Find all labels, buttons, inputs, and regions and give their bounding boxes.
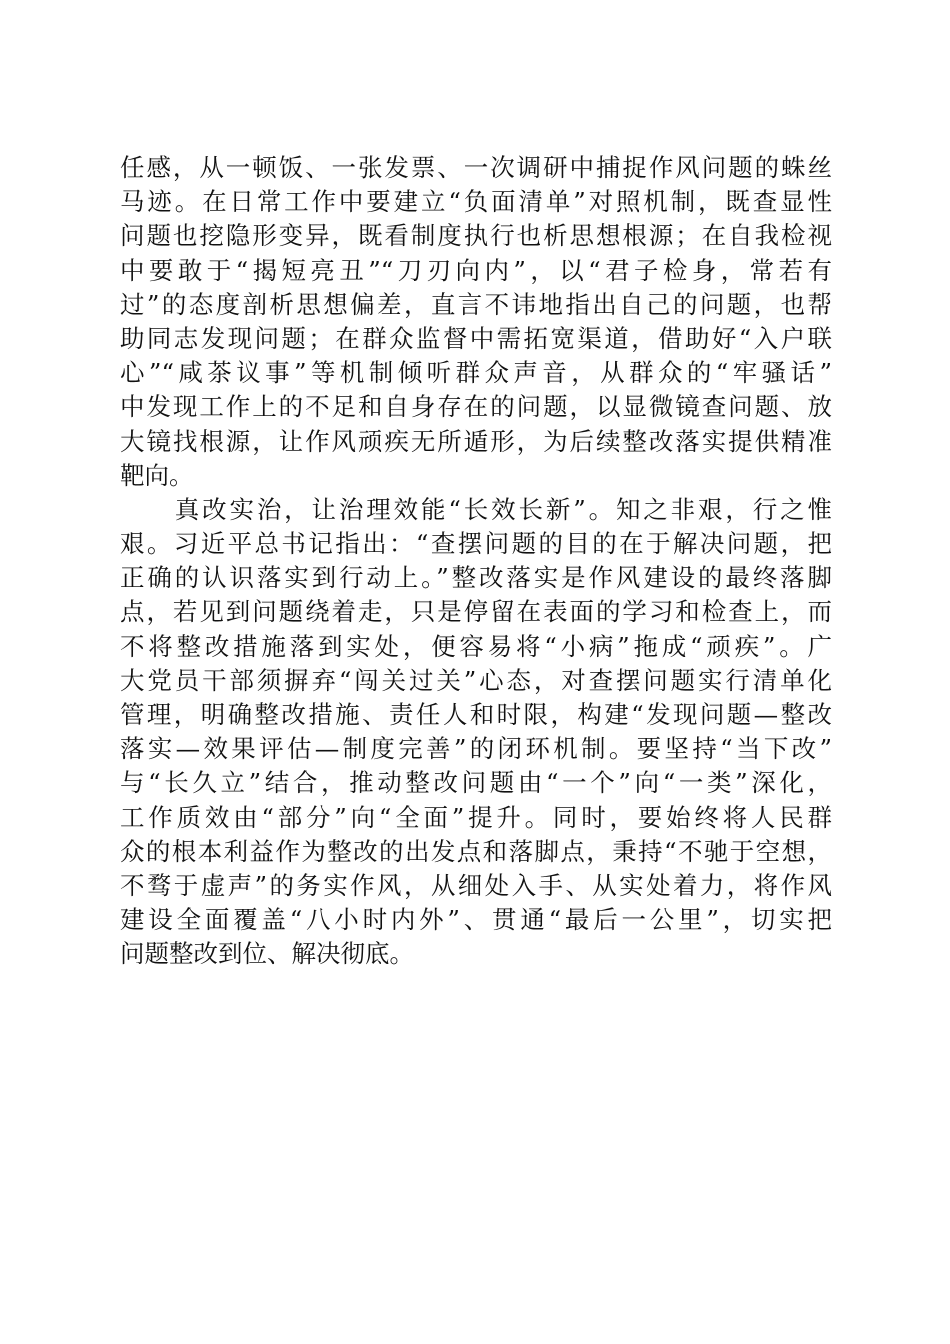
text-line: 靶向。 bbox=[120, 460, 194, 490]
text-line: 问题整改到位、解决彻底。 bbox=[120, 939, 414, 969]
text-line: 任感，从一顿饭、一张发票、一次调研中捕捉作风问题的蛛丝 bbox=[120, 153, 832, 182]
text-line: 中发现工作上的不足和自身存在的问题，以显微镜查问题、放 bbox=[120, 392, 832, 422]
text-line: 真改实治，让治理效能“长效长新”。知之非艰，行之惟 bbox=[120, 494, 832, 524]
text-line: 马迹。在日常工作中要建立“负面清单”对照机制，既查显性 bbox=[120, 187, 832, 217]
text-line: 众的根本利益作为整改的出发点和落脚点，秉持“不驰于空想， bbox=[120, 836, 832, 866]
text-line: 问题也挖隐形变异，既看制度执行也析思想根源；在自我检视 bbox=[120, 221, 832, 251]
text-line: 艰。习近平总书记指出：“查摆问题的目的在于解决问题，把 bbox=[120, 529, 832, 559]
text-line: 大镜找根源，让作风顽疾无所遁形，为后续整改落实提供精准 bbox=[120, 426, 832, 456]
text-line: 落实—效果评估—制度完善”的闭环机制。要坚持“当下改” bbox=[120, 734, 832, 764]
text-line: 心”“咸茶议事”等机制倾听群众声音，从群众的“牢骚话” bbox=[120, 358, 832, 388]
text-line: 中要敢于“揭短亮丑”“刀刃向内”，以“君子检身，常若有 bbox=[120, 255, 832, 285]
text-line: 工作质效由“部分”向“全面”提升。同时，要始终将人民群 bbox=[120, 802, 832, 832]
text-line: 不将整改措施落到实处，便容易将“小病”拖成“顽疾”。广 bbox=[120, 631, 832, 661]
text-line: 建设全面覆盖“八小时内外”、贯通“最后一公里”，切实把 bbox=[120, 905, 832, 935]
text-line: 点，若见到问题绕着走，只是停留在表面的学习和检查上，而 bbox=[120, 597, 832, 627]
text-line: 助同志发现问题；在群众监督中需拓宽渠道，借助好“入户联 bbox=[120, 323, 832, 353]
text-line: 管理，明确整改措施、责任人和时限，构建“发现问题—整改 bbox=[120, 700, 832, 729]
text-line: 与“长久立”结合，推动整改问题由“一个”向“一类”深化， bbox=[120, 768, 832, 798]
text-line: 正确的认识落实到行动上。”整改落实是作风建设的最终落脚 bbox=[120, 563, 832, 593]
text-line: 大党员干部须摒弃“闯关过关”心态，对查摆问题实行清单化 bbox=[120, 665, 832, 695]
text-line: 不骛于虚声”的务实作风，从细处入手、从实处着力，将作风 bbox=[120, 870, 832, 900]
body-text bbox=[120, 151, 832, 972]
text-line: 过”的态度剖析思想偏差，直言不讳地指出自己的问题，也帮 bbox=[120, 289, 832, 319]
